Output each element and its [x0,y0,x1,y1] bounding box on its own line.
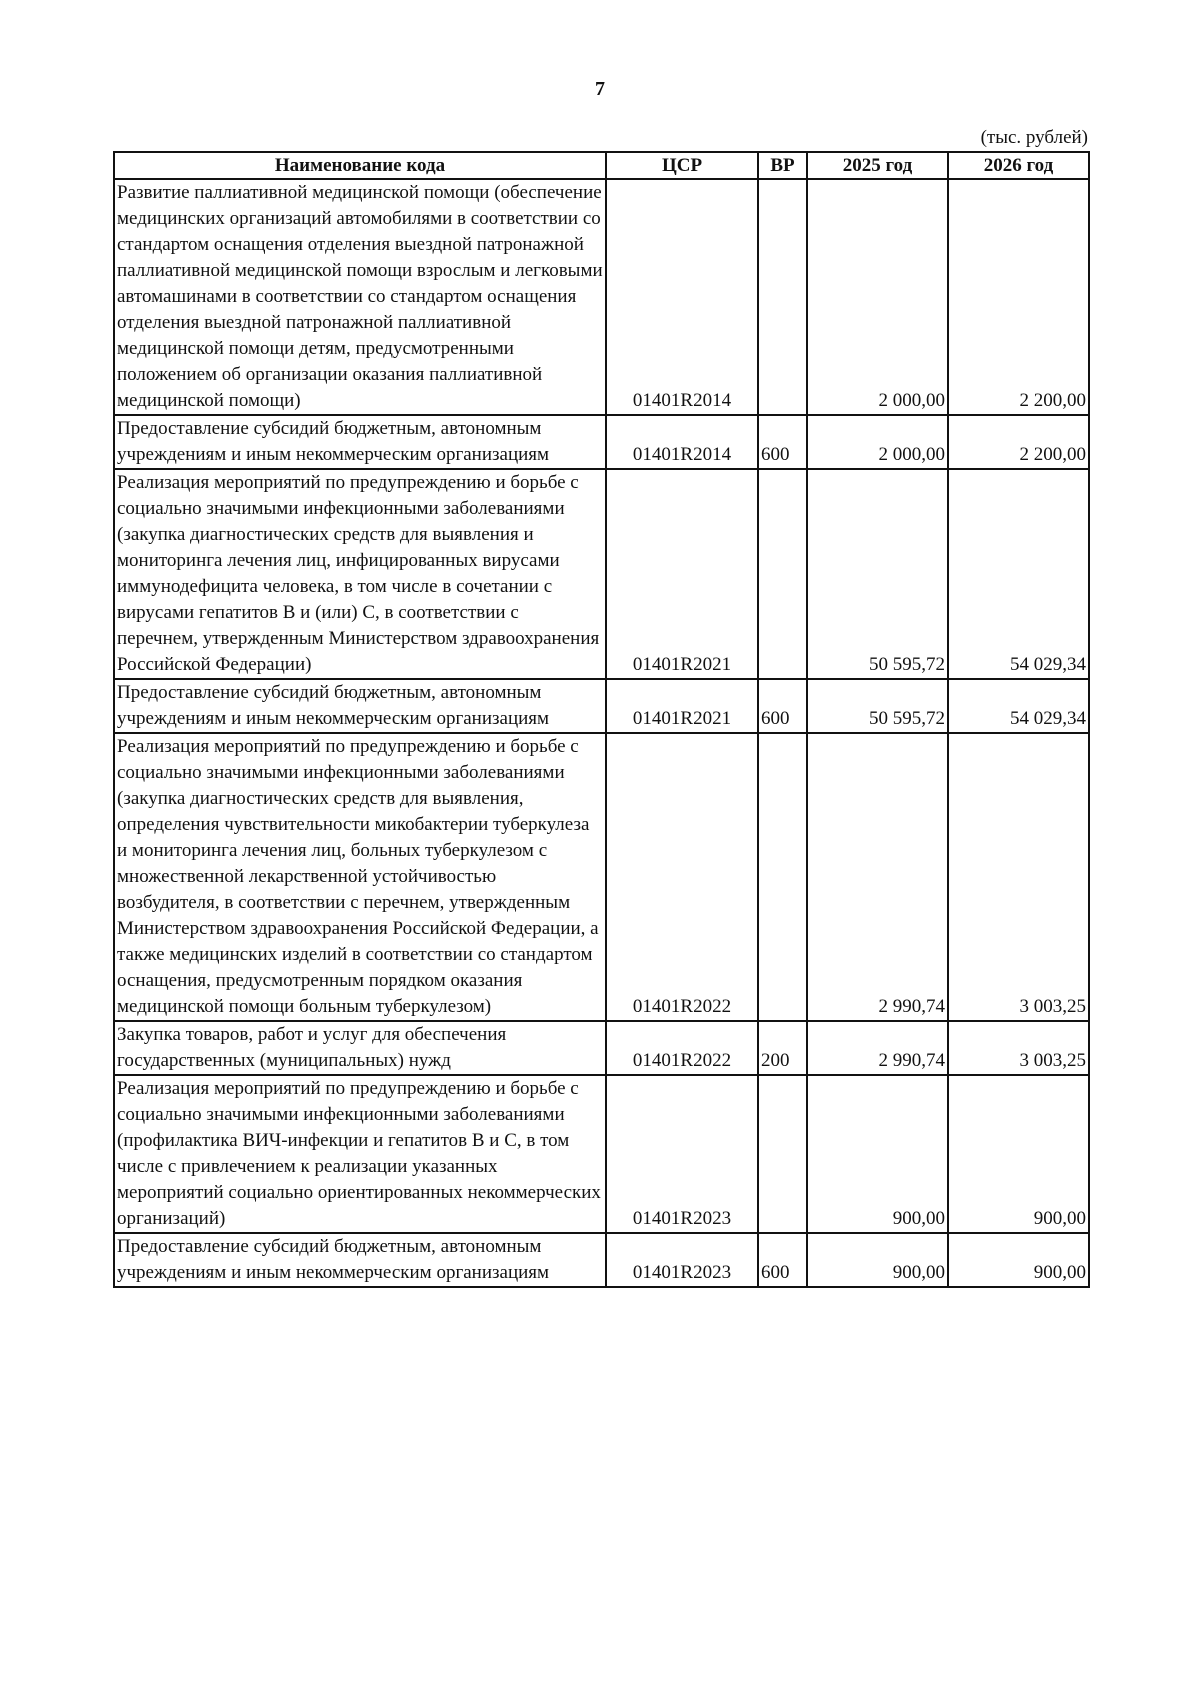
table-row [114,1075,1089,1233]
row-name: Предоставление субсидий бюджетным, автономным учреждениям и иным некоммерческим организациям [114,415,606,469]
row-vr [758,1075,807,1233]
header-csr: ЦСР [606,152,758,179]
row-csr: 01401R2022 [606,733,758,1021]
row-2025: 2 000,00 [807,179,948,415]
row-vr: 600 [758,415,807,469]
row-2026: 2 200,00 [948,415,1089,469]
row-name: Закупка товаров, работ и услуг для обеспечения государственных (муниципальных) нужд [114,1021,606,1075]
row-2026: 2 200,00 [948,179,1089,415]
table-row [114,179,1089,415]
row-vr [758,469,807,679]
table-row [114,679,1089,733]
page-number: 7 [595,78,605,100]
row-vr [758,733,807,1021]
row-name: Реализация мероприятий по предупреждению и борьбе с социально значимыми инфекционными заболеваниями (закупка диагностических средств для выявления и мониторинга лечения лиц, инфицированных вирусами иммунодефицита человека, в том числе в сочетании с вирусами гепатитов B и (или) C, в соответствии с перечнем, утвержденным Министерством здравоохранения Российской Федерации) [114,469,606,679]
row-2025: 2 990,74 [807,1021,948,1075]
row-2026: 54 029,34 [948,469,1089,679]
row-csr: 01401R2014 [606,415,758,469]
row-name: Развитие паллиативной медицинской помощи (обеспечение медицинских организаций автомобилями в соответствии со стандартом оснащения отделения выездной патронажной паллиативной медицинской помощи взрослым и легковыми автомашинами в соответствии со стандартом оснащения отделения выездной патронажной паллиативной медицинской помощи детям, предусмотренными положением об организации оказания паллиативной медицинской помощи) [114,179,606,415]
table-row [114,469,1089,679]
row-2025: 900,00 [807,1233,948,1287]
header-name: Наименование кода [114,152,606,179]
row-2026: 900,00 [948,1233,1089,1287]
row-csr: 01401R2023 [606,1075,758,1233]
row-name: Предоставление субсидий бюджетным, автономным учреждениям и иным некоммерческим организациям [114,1233,606,1287]
units-note: (тыс. рублей) [980,127,1088,148]
row-csr: 01401R2021 [606,469,758,679]
row-2025: 50 595,72 [807,679,948,733]
row-2025: 50 595,72 [807,469,948,679]
row-vr: 200 [758,1021,807,1075]
row-name: Реализация мероприятий по предупреждению и борьбе с социально значимыми инфекционными заболеваниями (профилактика ВИЧ-инфекции и гепатитов B и C, в том числе с привлечением к реализации указанных мероприятий социально ориентированных некоммерческих организаций) [114,1075,606,1233]
header-2025: 2025 год [807,152,948,179]
row-2026: 54 029,34 [948,679,1089,733]
row-name: Предоставление субсидий бюджетным, автономным учреждениям и иным некоммерческим организациям [114,679,606,733]
header-vr: ВР [758,152,807,179]
table-row [114,733,1089,1021]
table-header-row [114,152,1089,179]
row-csr: 01401R2014 [606,179,758,415]
table-row [114,415,1089,469]
row-2025: 2 000,00 [807,415,948,469]
row-csr: 01401R2022 [606,1021,758,1075]
row-2025: 900,00 [807,1075,948,1233]
budget-table [113,151,1090,1288]
row-2026: 900,00 [948,1075,1089,1233]
table-row [114,1021,1089,1075]
row-2026: 3 003,25 [948,1021,1089,1075]
row-vr [758,179,807,415]
row-name: Реализация мероприятий по предупреждению и борьбе с социально значимыми инфекционными заболеваниями (закупка диагностических средств для выявления, определения чувствительности микобактерии туберкулеза и мониторинга лечения лиц, больных туберкулезом с множественной лекарственной устойчивостью возбудителя, в соответствии с перечнем, утвержденным Министерством здравоохранения Российской Федерации, а также медицинских изделий в соответствии со стандартом оснащения, предусмотренным порядком оказания медицинской помощи больным туберкулезом) [114,733,606,1021]
row-2025: 2 990,74 [807,733,948,1021]
row-vr: 600 [758,679,807,733]
row-vr: 600 [758,1233,807,1287]
row-csr: 01401R2021 [606,679,758,733]
row-2026: 3 003,25 [948,733,1089,1021]
table-row [114,1233,1089,1287]
header-2026: 2026 год [948,152,1089,179]
row-csr: 01401R2023 [606,1233,758,1287]
